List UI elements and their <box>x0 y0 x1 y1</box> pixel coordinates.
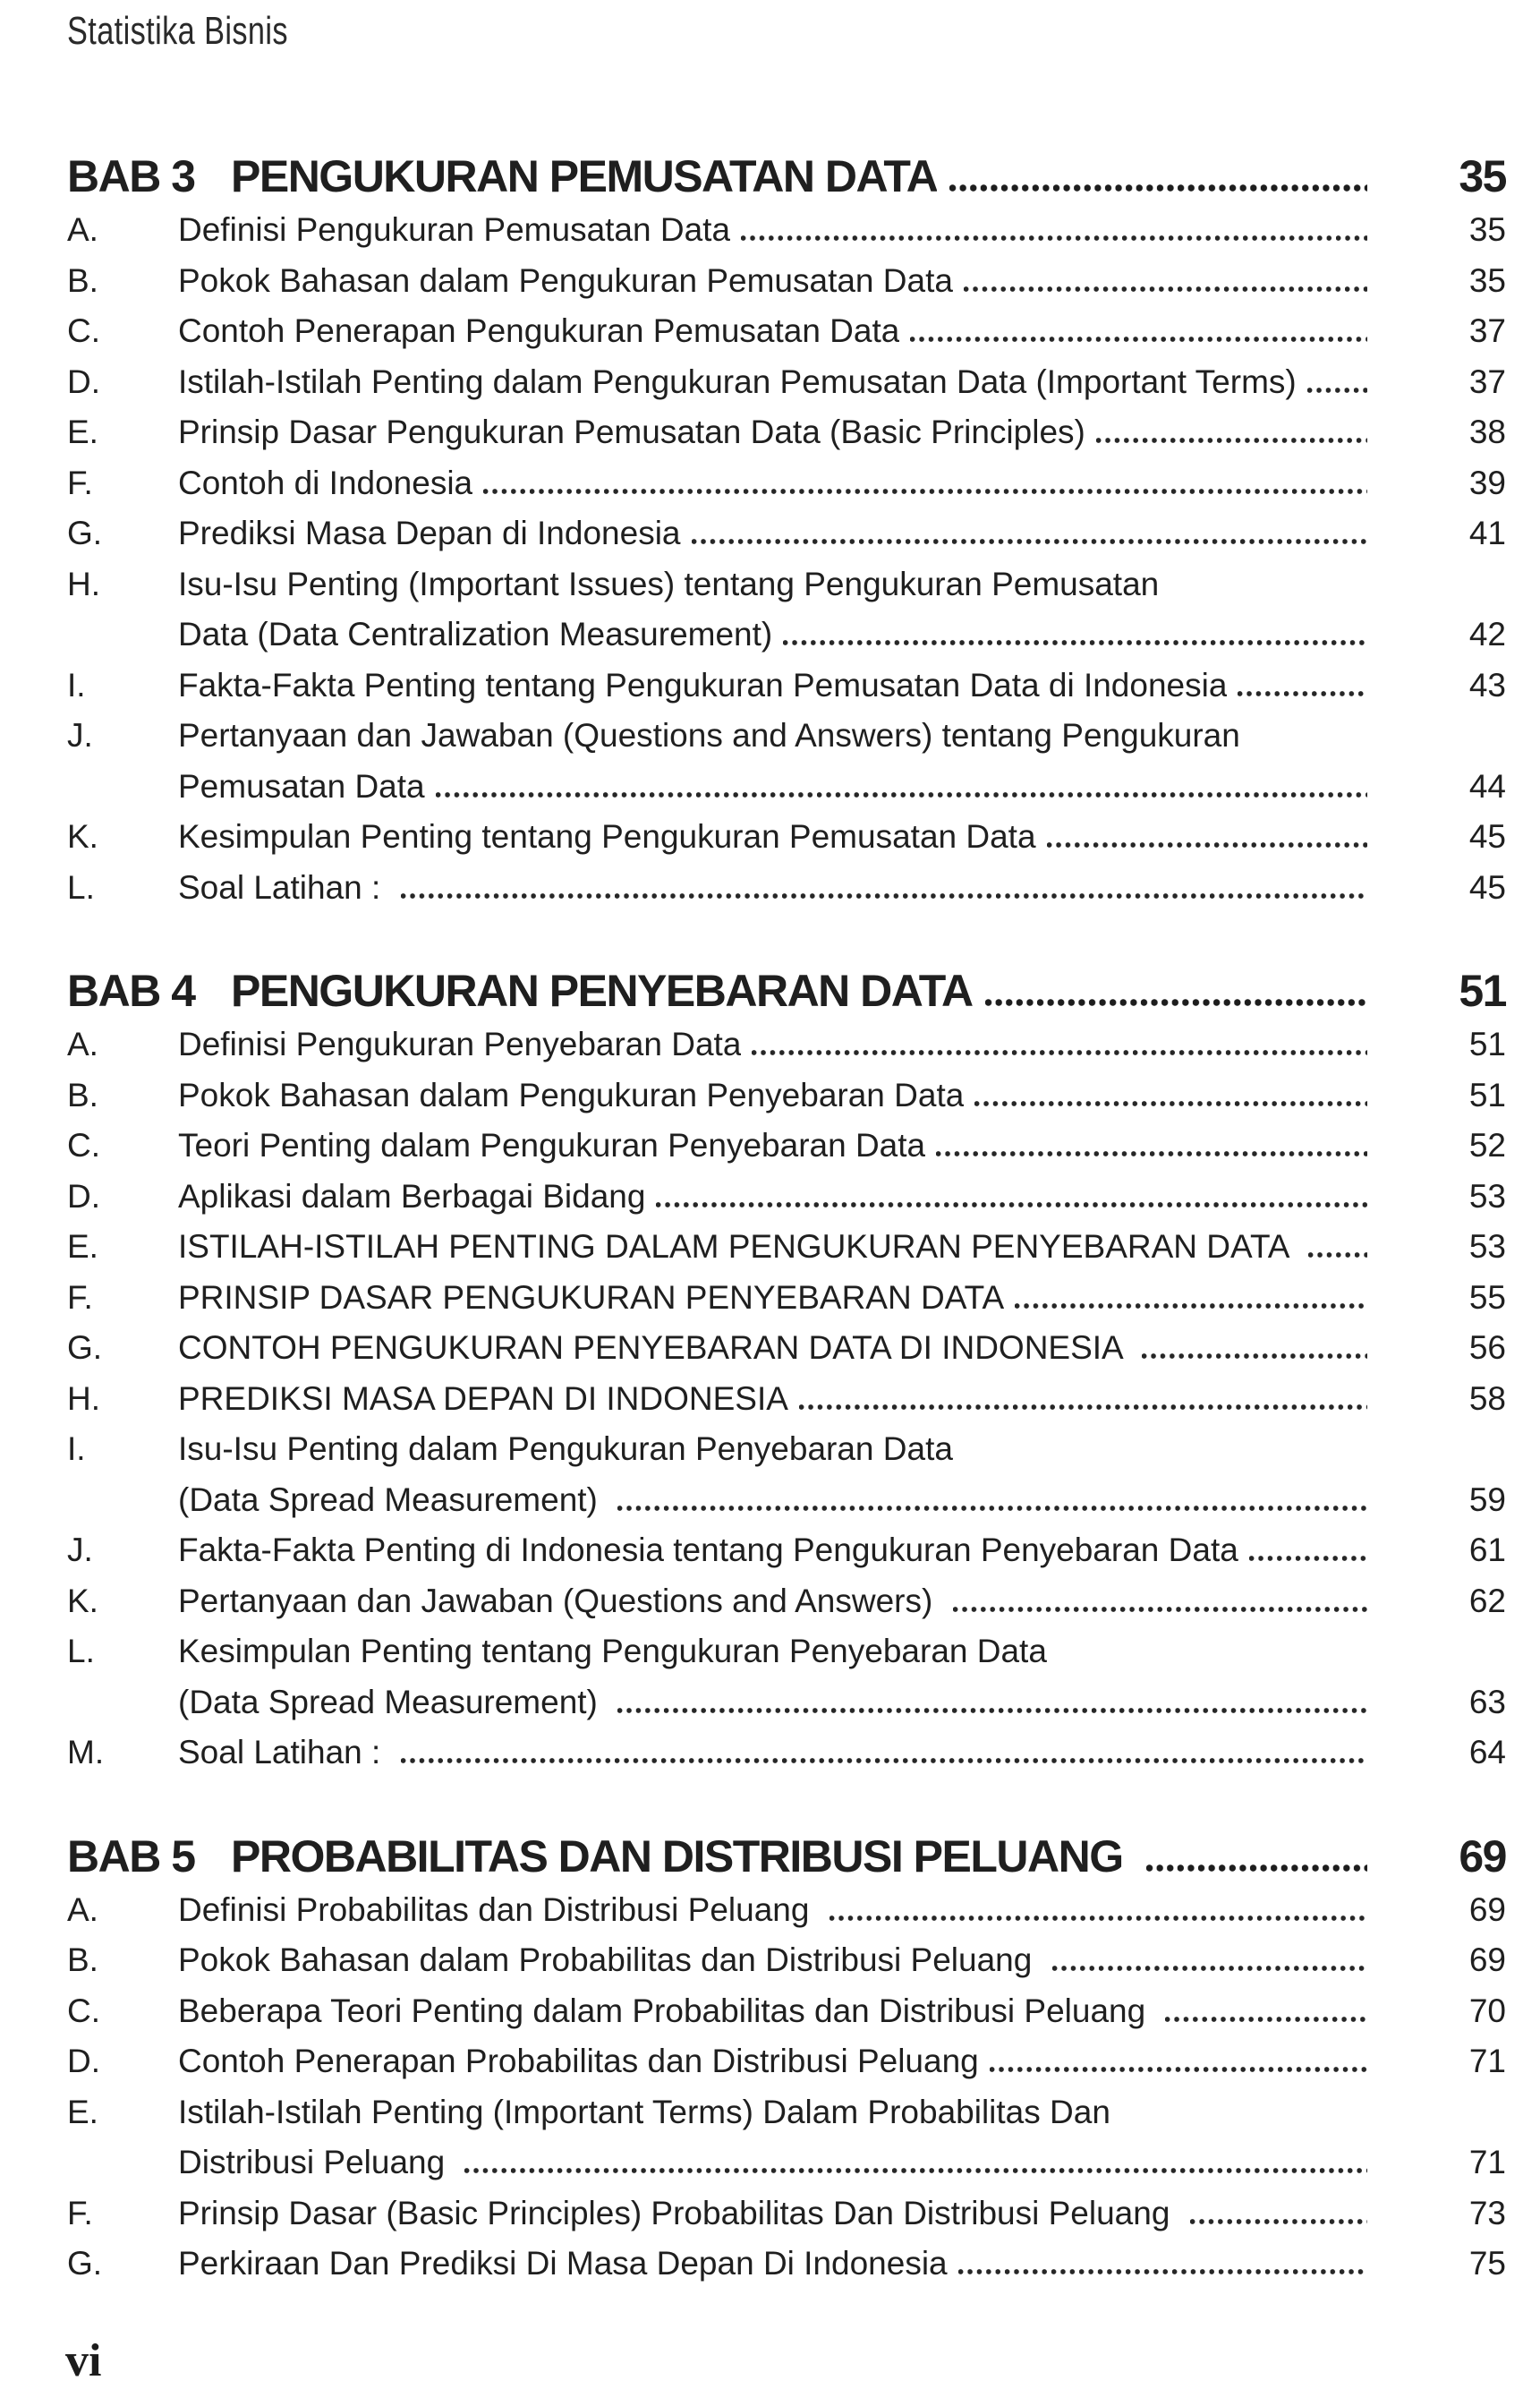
page-number: 62 <box>1468 1582 1506 1619</box>
item-letter: J. <box>67 717 93 754</box>
toc-entry <box>67 559 1506 610</box>
toc-entry-continuation <box>67 1475 1506 1526</box>
dot-leader <box>752 1050 1367 1055</box>
item-text: Istilah-Istilah Penting dalam Pengukuran Pemusatan Data (Important Terms) <box>178 363 1297 400</box>
toc-entry <box>67 1424 1506 1475</box>
item-letter: E. <box>67 2093 98 2130</box>
item-text: Isu-Isu Penting dalam Pengukuran Penyebaran Data <box>178 1430 953 1467</box>
toc-entry <box>67 1273 1506 1324</box>
item-letter: G. <box>67 515 103 551</box>
chapter-title: PROBABILITAS DAN DISTRIBUSI PELUANG <box>231 1830 1134 1881</box>
dot-leader <box>1047 842 1367 848</box>
item-text: Isu-Isu Penting (Important Issues) tentang Pengukuran Pemusatan <box>178 565 1160 602</box>
item-letter: K. <box>67 1582 98 1619</box>
item-text: Contoh di Indonesia <box>178 464 473 501</box>
dot-leader <box>401 893 1367 899</box>
item-letter: G. <box>67 1329 103 1366</box>
dot-leader <box>953 1607 1367 1612</box>
dot-leader <box>1052 1966 1367 1971</box>
item-letter: A. <box>67 1890 98 1928</box>
toc-chapter-1 <box>67 149 1506 913</box>
dot-leader <box>783 640 1367 645</box>
dot-leader <box>464 2168 1367 2173</box>
toc-chapter-2 <box>67 963 1506 1779</box>
dot-leader <box>1142 1353 1367 1359</box>
item-text: Soal Latihan : <box>178 1734 390 1770</box>
item-letter: B. <box>67 261 98 299</box>
page-number: 45 <box>1468 818 1506 855</box>
page-number: 39 <box>1468 464 1506 501</box>
chapter-title: PENGUKURAN PENYEBARAN DATA <box>231 966 973 1016</box>
item-text: Pokok Bahasan dalam Probabilitas dan Distribusi Peluang <box>178 1941 1042 1978</box>
dot-leader <box>936 1151 1367 1156</box>
toc-entry <box>67 357 1506 408</box>
item-text: ISTILAH-ISTILAH PENTING DALAM PENGUKURAN PENYEBARAN DATA <box>178 1228 1298 1265</box>
item-letter: D. <box>67 363 100 400</box>
item-text: Distribusi Peluang <box>178 2144 455 2180</box>
dot-leader <box>692 539 1368 544</box>
page-number: 37 <box>1468 312 1506 349</box>
dot-leader <box>964 286 1367 292</box>
toc-entry <box>67 1626 1506 1677</box>
item-letter: J. <box>67 1531 93 1568</box>
page-number: 35 <box>1468 261 1506 299</box>
page-number: 71 <box>1468 2043 1506 2079</box>
page-number: 38 <box>1468 414 1506 450</box>
page-number: 70 <box>1468 1992 1506 2029</box>
page-number: 64 <box>1468 1734 1506 1770</box>
item-letter: F. <box>67 2194 93 2231</box>
page-number: 51 <box>1468 1026 1506 1062</box>
toc-entry <box>67 1222 1506 1273</box>
item-text: Definisi Pengukuran Pemusatan Data <box>178 211 731 248</box>
item-text: Aplikasi dalam Berbagai Bidang <box>178 1177 646 1215</box>
page-number: 45 <box>1468 868 1506 906</box>
page-number: 35 <box>1468 211 1506 248</box>
page-number: 52 <box>1468 1127 1506 1164</box>
toc-entry-continuation <box>67 610 1506 661</box>
page-number-chapter: 51 <box>1459 966 1506 1016</box>
toc-entry <box>67 306 1506 357</box>
page-number-chapter: 35 <box>1459 151 1506 201</box>
page-number: 56 <box>1468 1329 1506 1366</box>
dot-leader <box>436 792 1367 798</box>
item-text: Beberapa Teori Penting dalam Probabilitas dan Distribusi Peluang <box>178 1992 1155 2029</box>
page-number: 69 <box>1468 1890 1506 1928</box>
item-letter: C. <box>67 312 100 349</box>
toc-entry <box>67 2087 1506 2138</box>
page-number: 73 <box>1468 2194 1506 2231</box>
dot-leader-chapter <box>985 999 1367 1006</box>
toc-entry <box>67 1071 1506 1122</box>
item-letter: I. <box>67 666 86 704</box>
item-letter: H. <box>67 1379 100 1417</box>
toc-entry <box>67 711 1506 762</box>
item-text: Kesimpulan Penting tentang Pengukuran Pemusatan Data <box>178 818 1036 855</box>
dot-leader <box>617 1506 1367 1511</box>
item-text: Prinsip Dasar (Basic Principles) Probabilitas Dan Distribusi Peluang <box>178 2194 1179 2231</box>
item-text: Pemusatan Data <box>178 767 425 805</box>
toc-entry <box>67 1121 1506 1172</box>
item-letter: I. <box>67 1430 86 1467</box>
toc-entry <box>67 1172 1506 1223</box>
chapter-label: BAB 4 <box>67 966 195 1016</box>
toc-entry <box>67 863 1506 914</box>
page-number: 53 <box>1468 1177 1506 1215</box>
toc-entry <box>67 508 1506 559</box>
toc-entry <box>67 2239 1506 2290</box>
item-text: Istilah-Istilah Penting (Important Terms) Dalam Probabilitas Dan <box>178 2093 1110 2130</box>
dot-leader <box>799 1404 1367 1410</box>
dot-leader <box>1015 1303 1367 1309</box>
toc-entry <box>67 1020 1506 1071</box>
item-letter: L. <box>67 1633 95 1669</box>
page-number: 51 <box>1468 1076 1506 1113</box>
item-text: (Data Spread Measurement) <box>178 1480 608 1518</box>
item-text: PREDIKSI MASA DEPAN DI INDONESIA <box>178 1379 788 1417</box>
toc-entry <box>67 205 1506 256</box>
dot-leader <box>830 1915 1367 1921</box>
dot-leader-chapter <box>949 184 1367 192</box>
item-letter: F. <box>67 1278 93 1316</box>
dot-leader <box>1165 2017 1367 2022</box>
item-text: Teori Penting dalam Pengukuran Penyebaran Data <box>178 1127 926 1164</box>
page-number: 42 <box>1468 616 1506 653</box>
toc-entry-continuation <box>67 1677 1506 1728</box>
toc-entry <box>67 1525 1506 1576</box>
item-text: Soal Latihan : <box>178 868 390 906</box>
item-text: PRINSIP DASAR PENGUKURAN PENYEBARAN DATA <box>178 1278 1005 1316</box>
chapter-heading-row <box>67 963 1506 1020</box>
item-letter: E. <box>67 1228 98 1265</box>
page-number: 37 <box>1468 363 1506 400</box>
toc-entry <box>67 1986 1506 2037</box>
dot-leader <box>1307 388 1367 393</box>
item-letter: D. <box>67 2043 100 2079</box>
toc-entry <box>67 2036 1506 2087</box>
item-text: Fakta-Fakta Penting tentang Pengukuran Pemusatan Data di Indonesia <box>178 666 1228 704</box>
item-letter: G. <box>67 2245 103 2282</box>
dot-leader <box>958 2269 1367 2274</box>
item-letter: A. <box>67 1026 98 1062</box>
page-number: 58 <box>1468 1379 1506 1417</box>
toc-entry-continuation <box>67 2137 1506 2188</box>
dot-leader <box>401 1758 1367 1763</box>
dot-leader <box>974 1101 1367 1106</box>
chapter-title: PENGUKURAN PEMUSATAN DATA <box>231 151 938 201</box>
dot-leader-chapter <box>1146 1864 1367 1872</box>
dot-leader <box>483 489 1367 494</box>
toc-entry-continuation <box>67 762 1506 813</box>
item-text: CONTOH PENGUKURAN PENYEBARAN DATA DI INDONESIA <box>178 1329 1131 1366</box>
item-text: Prinsip Dasar Pengukuran Pemusatan Data (Basic Principles) <box>178 414 1085 450</box>
item-letter: H. <box>67 565 100 602</box>
item-text: Definisi Probabilitas dan Distribusi Peluang <box>178 1890 819 1928</box>
page-number-footer: vi <box>65 2335 102 2386</box>
item-text: Data (Data Centralization Measurement) <box>178 616 773 653</box>
page-number: 75 <box>1468 2245 1506 2282</box>
page-number: 63 <box>1468 1683 1506 1720</box>
toc-entry <box>67 1576 1506 1627</box>
dot-leader <box>1238 691 1367 696</box>
item-text: Perkiraan Dan Prediksi Di Masa Depan Di Indonesia <box>178 2245 948 2282</box>
item-text: Contoh Penerapan Pengukuran Pemusatan Data <box>178 312 900 349</box>
item-text: Definisi Pengukuran Penyebaran Data <box>178 1026 742 1062</box>
page-number: 61 <box>1468 1531 1506 1568</box>
toc <box>67 149 1506 2290</box>
item-letter: C. <box>67 1127 100 1164</box>
chapter-heading-row <box>67 1829 1506 1885</box>
dot-leader <box>1190 2219 1367 2224</box>
item-letter: C. <box>67 1992 100 2029</box>
page-number: 41 <box>1468 515 1506 551</box>
item-text: (Data Spread Measurement) <box>178 1683 608 1720</box>
dot-leader <box>910 337 1367 342</box>
page-number: 53 <box>1468 1228 1506 1265</box>
dot-leader <box>617 1708 1367 1713</box>
item-text: Pokok Bahasan dalam Pengukuran Penyebaran Data <box>178 1076 965 1113</box>
dot-leader <box>741 235 1367 241</box>
toc-entry <box>67 1323 1506 1374</box>
chapter-label: BAB 5 <box>67 1830 195 1881</box>
item-letter: L. <box>67 868 95 906</box>
item-text: Kesimpulan Penting tentang Pengukuran Penyebaran Data <box>178 1633 1047 1669</box>
item-text: Pertanyaan dan Jawaban (Questions and Answers) tentang Pengukuran <box>178 717 1240 754</box>
page-number: 55 <box>1468 1278 1506 1316</box>
item-text: Pertanyaan dan Jawaban (Questions and Answers) <box>178 1582 942 1619</box>
item-letter: F. <box>67 464 93 501</box>
item-text: Pokok Bahasan dalam Pengukuran Pemusatan Data <box>178 261 953 299</box>
dot-leader <box>1096 438 1367 443</box>
toc-entry <box>67 1728 1506 1779</box>
dot-leader <box>656 1202 1367 1207</box>
toc-entry <box>67 661 1506 712</box>
item-text: Contoh Penerapan Probabilitas dan Distribusi Peluang <box>178 2043 979 2079</box>
item-letter: D. <box>67 1177 100 1215</box>
dot-leader <box>990 2067 1367 2072</box>
page-number: 69 <box>1468 1941 1506 1978</box>
toc-chapter-3 <box>67 1829 1506 2290</box>
page-number-chapter: 69 <box>1459 1830 1506 1881</box>
item-text: Prediksi Masa Depan di Indonesia <box>178 515 681 551</box>
item-letter: A. <box>67 211 98 248</box>
toc-entry <box>67 2188 1506 2240</box>
toc-entry <box>67 1374 1506 1425</box>
item-text: Fakta-Fakta Penting di Indonesia tentang Pengukuran Penyebaran Data <box>178 1531 1238 1568</box>
chapter-label: BAB 3 <box>67 151 195 201</box>
dot-leader <box>1308 1252 1367 1258</box>
item-letter: B. <box>67 1076 98 1113</box>
item-letter: K. <box>67 818 98 855</box>
page-number: 43 <box>1468 666 1506 704</box>
running-header: Statistika Bisnis <box>67 9 288 53</box>
page-number: 71 <box>1468 2144 1506 2180</box>
chapter-heading-row <box>67 149 1506 205</box>
dot-leader <box>1249 1556 1367 1561</box>
toc-entry <box>67 1885 1506 1936</box>
page-number: 44 <box>1468 767 1506 805</box>
toc-entry <box>67 1935 1506 1986</box>
toc-entry <box>67 458 1506 509</box>
toc-entry <box>67 256 1506 307</box>
page-number: 59 <box>1468 1480 1506 1518</box>
item-letter: B. <box>67 1941 98 1978</box>
toc-entry <box>67 407 1506 458</box>
toc-entry <box>67 812 1506 863</box>
item-letter: E. <box>67 414 98 450</box>
item-letter: M. <box>67 1734 105 1770</box>
